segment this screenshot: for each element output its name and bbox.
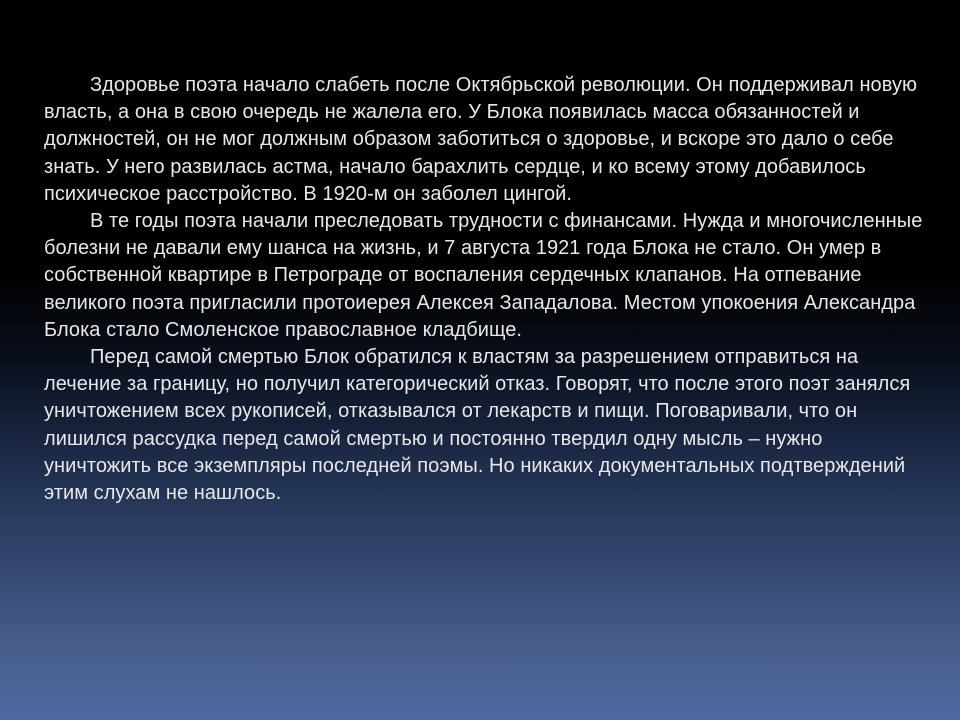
slide-text-body (44, 72, 928, 507)
paragraph-manuscripts: Перед самой смертью Блок обратился к властям за разрешением отправиться на лечение за границу, но получил категорический отказ. Говорят, что после этого поэт занялся уничтожением всех рукописей, отказывался от лекарств и пищи. Поговаривали, что он лишился рассудка перед самой смертью и постоянно твердил одну мысль – нужно уничтожить все экземпляры последней поэмы. Но никаких документальных подтверждений этим слухам не нашлось. (44, 346, 911, 505)
paragraph-death: В те годы поэта начали преследовать трудности с финансами. Нужда и многочисленные болезни не давали ему шанса на жизнь, и 7 августа 1921 года Блока не стало. Он умер в собственной квартире в Петрограде от воспаления сердечных клапанов. На отпевание великого поэта пригласили протоиерея Алексея Западалова. Местом упокоения Александра Блока стало Смоленское православное кладбище. (44, 210, 923, 341)
paragraph-health: Здоровье поэта начало слабеть после Октябрьской революции. Он поддерживал новую власть, а она в свою очередь не жалела его. У Блока появилась масса обязанностей и должностей, он не мог должным образом заботиться о здоровье, и вскоре это дало о себе знать. У него развилась астма, начало барахлить сердце, и ко всему этому добавилось психическое расстройство. В 1920-м он заболел цингой. (44, 74, 918, 205)
